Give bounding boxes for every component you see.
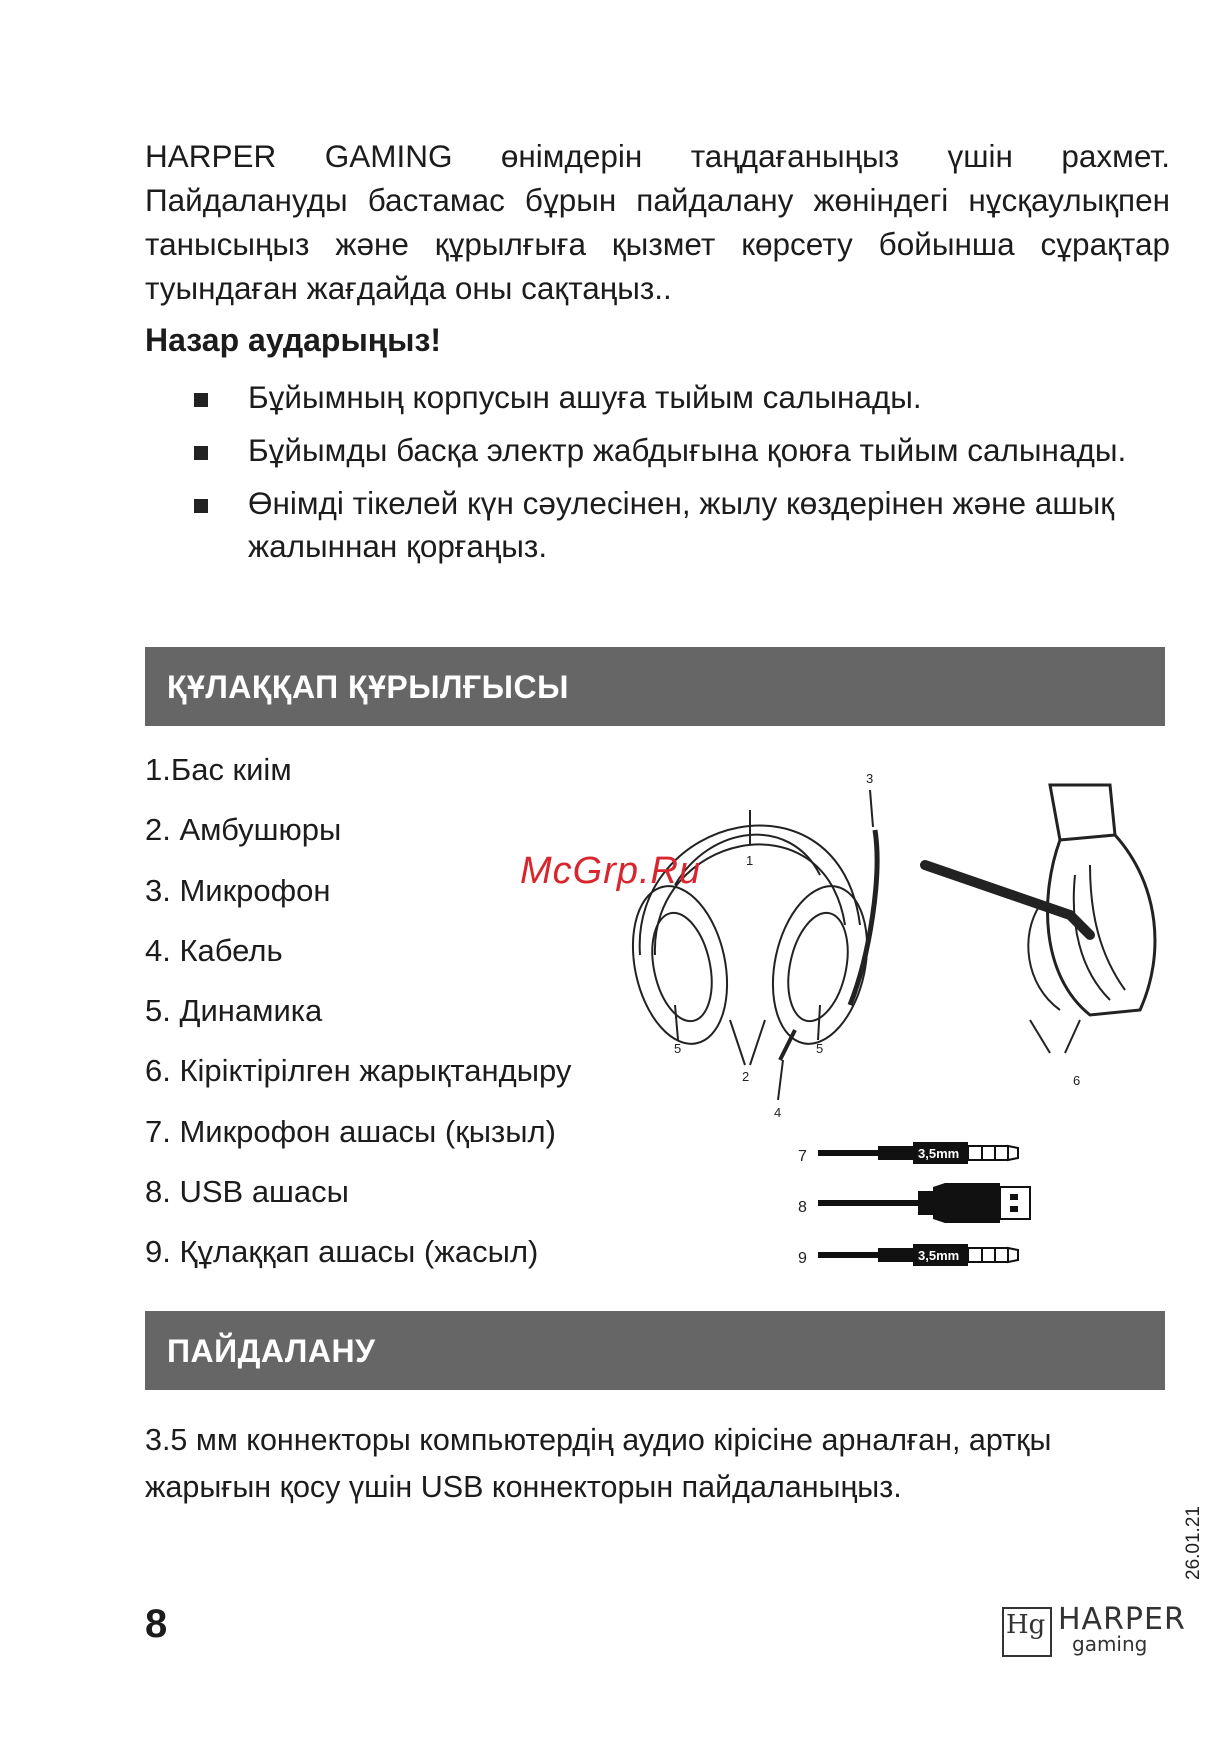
label-1: 1	[746, 853, 754, 868]
warning-title: Назар аударыңыз!	[145, 322, 442, 358]
label-5b: 5	[816, 1041, 824, 1056]
list-item: 3. Микрофон	[145, 872, 331, 908]
list-item: 5. Динамика	[145, 993, 323, 1029]
bullet-square-icon	[194, 446, 208, 460]
list-item: Бұйымды басқа электр жабдығына қоюға тыйым салынады.	[190, 429, 1140, 472]
list-item: 1.Бас киім	[145, 752, 292, 787]
list-item: 6. Кіріктірілген жарықтандыру	[145, 1053, 572, 1089]
section-header-usage: ПАЙДАЛАНУ	[145, 1311, 1165, 1390]
svg-text:9: 9	[798, 1250, 807, 1267]
connector-9	[798, 1244, 1018, 1267]
list-item: Өнімді тікелей күн сәулесінен, жылу көздерінен және ашық жалыннан қорғаңыз.	[190, 482, 1140, 568]
label-6: 6	[1073, 1073, 1081, 1088]
list-item: 4. Кабель	[145, 932, 283, 968]
headset-diagram	[620, 755, 1180, 1295]
section-header-device: ҚҰЛАҚҚАП ҚҰРЫЛҒЫСЫ	[145, 647, 1165, 726]
intro-paragraph: HARPER GAMING өнімдерін таңдағаныңыз үшін рахмет. Пайдалануды бастамас бұрын пайдалану жөніндегі нұсқаулықпен танысыңыз және құрылғыға қызмет көрсету бойынша сұрақтар туындаған жағдайда оны сақтаңыз..	[145, 138, 1170, 306]
svg-text:7: 7	[798, 1148, 807, 1165]
svg-text:3,5mm: 3,5mm	[918, 1146, 960, 1161]
side-headband	[1050, 785, 1115, 840]
label-5a: 5	[674, 1041, 682, 1056]
bullet-square-icon	[194, 499, 208, 513]
list-item: 9. Құлаққап ашасы (жасыл)	[145, 1234, 539, 1270]
page-number: 8	[145, 1602, 168, 1646]
svg-text:8: 8	[798, 1199, 807, 1216]
date-code: 26.01.21	[1183, 1506, 1204, 1580]
connector-7	[798, 1142, 1018, 1165]
connector-8	[798, 1183, 1030, 1223]
brand-logo: Hg HARPER gaming	[1000, 1600, 1170, 1670]
list-item: 7. Микрофон ашасы (қызыл)	[145, 1113, 556, 1149]
list-item: 2. Амбушюры	[145, 812, 342, 848]
watermark: McGrp.Ru	[520, 850, 702, 892]
label-3: 3	[866, 771, 874, 786]
list-item: Бұйымның корпусын ашуға тыйым салынады.	[190, 376, 1140, 419]
label-2: 2	[742, 1069, 750, 1084]
left-earcup	[620, 877, 741, 1052]
side-mic-boom	[925, 865, 1090, 935]
usage-paragraph: 3.5 мм коннекторы компьютердің аудио кірісіне арналған, артқы жарығын қосу үшін USB коннекторын пайдаланыңыз.	[145, 1423, 1052, 1504]
list-item: 8. USB ашасы	[145, 1174, 349, 1210]
bullet-square-icon	[194, 393, 208, 407]
warning-list	[190, 376, 1140, 578]
label-4: 4	[774, 1105, 782, 1120]
parts-list	[145, 748, 571, 1291]
svg-text:3,5mm: 3,5mm	[918, 1248, 960, 1263]
